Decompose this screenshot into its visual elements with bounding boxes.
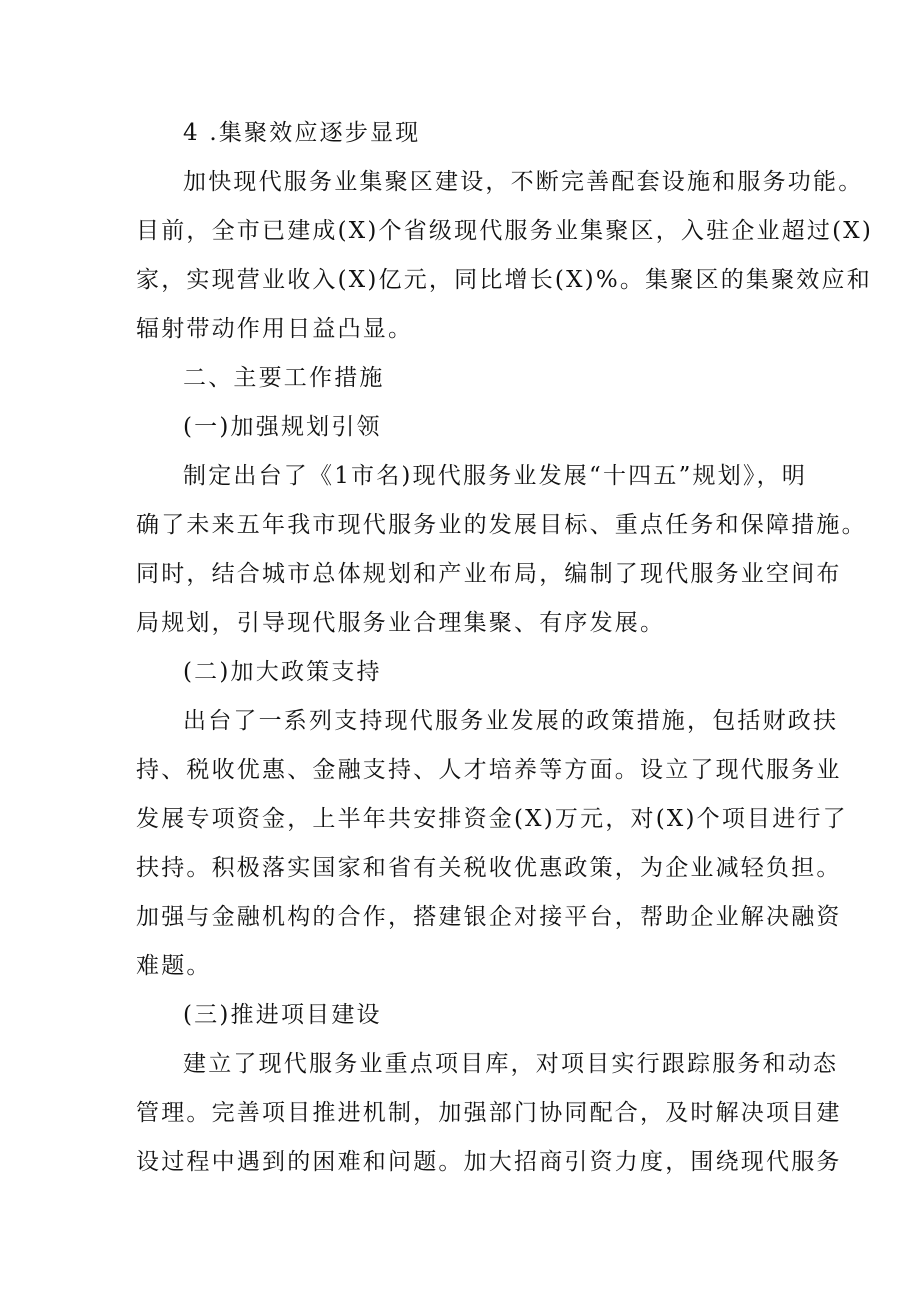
paragraph-line: 辐射带动作用日益凸显。 [136,316,414,342]
paragraph-line: 扶持。积极落实国家和省有关税收优惠政策，为企业减轻负担。 [136,855,842,881]
paragraph-line: 制定出台了《1市名)现代服务业发展“十四五”规划》，明 [183,463,808,489]
paragraph-line: 发展专项资金，上半年共安排资金(X)万元，对(X)个项目进行了 [136,806,848,832]
paragraph-line: 管理。完善项目推进机制，加强部门协同配合，及时解决项目建 [136,1100,842,1126]
paragraph-line: 加快现代服务业集聚区建设，不断完善配套设施和服务功能。 [183,169,864,195]
paragraph-line: 家，实现营业收入(X)亿元，同比增长(X)%。集聚区的集聚效应和 [136,267,872,293]
paragraph-line: 加强与金融机构的合作，搭建银企对接平台，帮助企业解决融资 [136,904,842,930]
paragraph-line: 目前，全市已建成(X)个省级现代服务业集聚区，入驻企业超过(X) [136,218,874,244]
paragraph-line: 建立了现代服务业重点项目库，对项目实行跟踪服务和动态 [183,1051,839,1077]
paragraph-line: 持、税收优惠、金融支持、人才培养等方面。设立了现代服务业 [136,757,842,783]
paragraph-line: 同时，结合城市总体规划和产业布局，编制了现代服务业空间布 [136,561,842,587]
subsection-heading: (一)加强规划引领 [183,414,382,440]
paragraph-line: 出台了一系列支持现代服务业发展的政策措施，包括财政扶 [183,708,839,734]
section-heading: 4 .集聚效应逐步显现 [183,120,421,146]
paragraph-line: 难题。 [136,953,212,979]
paragraph-line: 设过程中遇到的困难和问题。加大招商引资力度，围绕现代服务 [136,1149,842,1175]
paragraph-line: 局规划，引导现代服务业合理集聚、有序发展。 [136,610,666,636]
subsection-heading: (三)推进项目建设 [183,1002,382,1028]
subsection-heading: (二)加大政策支持 [183,659,382,685]
chapter-heading: 二、主要工作措施 [183,365,385,391]
paragraph-line: 确了未来五年我市现代服务业的发展目标、重点任务和保障措施。 [136,512,867,538]
